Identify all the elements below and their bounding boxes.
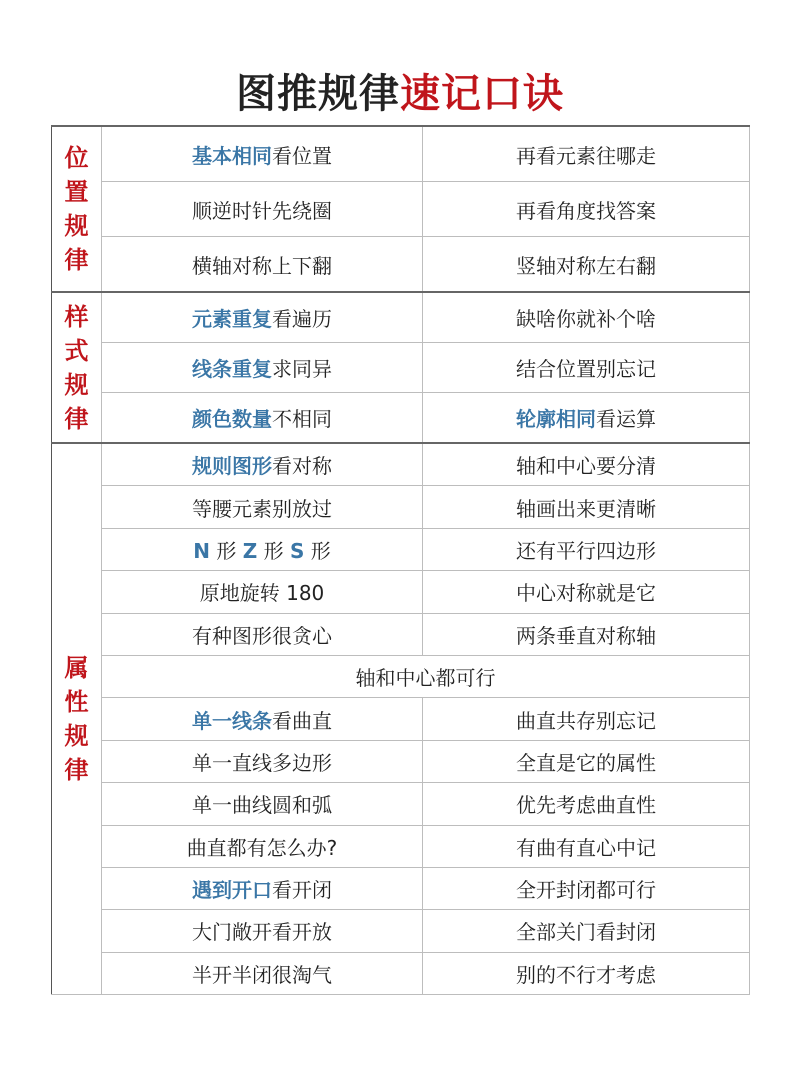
left-cell [102, 528, 423, 570]
table-row [52, 443, 750, 486]
right-cell [423, 613, 750, 655]
table-row [52, 343, 750, 393]
plain-text: 形 [304, 538, 331, 563]
highlight-text: 遇到开口 [192, 878, 272, 903]
plain-text: 曲直共存别忘记 [516, 708, 656, 733]
plain-text: 形 [257, 538, 290, 563]
category-char: 式 [64, 336, 89, 365]
plain-text: 半开半闭很淘气 [192, 962, 332, 987]
table-row [52, 126, 750, 182]
table-row [52, 783, 750, 825]
highlight-text: Z [242, 538, 258, 563]
plain-text: 轴和中心都可行 [355, 666, 496, 691]
plain-text: 看位置 [272, 143, 332, 168]
right-cell [423, 698, 750, 740]
right-cell [423, 783, 750, 825]
mnemonic-table [51, 125, 750, 995]
highlight-text: 轮廓相同 [516, 407, 596, 431]
table-row [52, 952, 750, 994]
right-cell [423, 825, 750, 867]
merged-cell [102, 655, 750, 697]
table-row [52, 528, 750, 570]
plain-text: 横轴对称上下翻 [192, 253, 332, 278]
title-black: 图推规律 [236, 71, 400, 117]
category-char: 属 [64, 654, 89, 683]
plain-text: 大门敞开看开放 [192, 920, 332, 945]
plain-text: 竖轴对称左右翻 [516, 253, 656, 278]
table-row [52, 393, 750, 444]
right-cell [423, 528, 750, 570]
category-char: 规 [64, 212, 89, 240]
plain-text: 结合位置别忘记 [516, 357, 656, 381]
right-cell [423, 126, 750, 182]
plain-text: 轴画出来更清晰 [516, 496, 656, 521]
plain-text: 看运算 [596, 407, 656, 431]
category-char: 规 [64, 722, 89, 751]
left-cell [102, 613, 423, 655]
plain-text: 顺逆时针先绕圈 [192, 198, 332, 223]
plain-text: 单一曲线圆和弧 [192, 793, 332, 818]
plain-text: 两条垂直对称轴 [516, 623, 656, 648]
table-row [52, 182, 750, 237]
right-cell [423, 867, 750, 909]
highlight-text: 元素重复 [192, 307, 272, 331]
plain-text: 看对称 [272, 454, 332, 479]
table-row [52, 655, 750, 697]
right-cell [423, 910, 750, 952]
plain-text: 有曲有直心中记 [516, 835, 656, 860]
plain-text: 不相同 [272, 407, 332, 431]
right-cell [423, 343, 750, 393]
right-cell [423, 237, 750, 293]
plain-text: 看遍历 [272, 307, 332, 331]
plain-text: 全部关门看封闭 [516, 920, 656, 945]
table-row [52, 740, 750, 782]
highlight-text: 规则图形 [192, 454, 272, 479]
left-cell [102, 443, 423, 486]
right-cell [423, 443, 750, 486]
left-cell [102, 182, 423, 237]
plain-text: 全开封闭都可行 [516, 878, 656, 903]
plain-text: 轴和中心要分清 [516, 454, 656, 479]
plain-text: 单一直线多边形 [192, 750, 332, 775]
right-cell [423, 571, 750, 613]
left-cell [102, 292, 423, 343]
highlight-text: 基本相同 [192, 143, 272, 168]
plain-text: 看开闭 [272, 878, 332, 903]
left-cell [102, 910, 423, 952]
left-cell [102, 126, 423, 182]
title-red: 速记口诀 [400, 71, 564, 117]
table-row [52, 613, 750, 655]
category-cell [52, 126, 102, 292]
table-row [52, 867, 750, 909]
left-cell [102, 393, 423, 444]
plain-text: 优先考虑曲直性 [516, 793, 656, 818]
left-cell [102, 867, 423, 909]
highlight-text: 线条重复 [192, 357, 272, 381]
left-cell [102, 343, 423, 393]
category-cell [52, 443, 102, 995]
table-row [52, 910, 750, 952]
right-cell [423, 393, 750, 444]
category-char: 样 [64, 302, 89, 331]
category-char: 置 [64, 178, 89, 206]
left-cell [102, 571, 423, 613]
table-row [52, 825, 750, 867]
category-char: 律 [64, 756, 89, 785]
category-char: 性 [64, 688, 89, 717]
table-row [52, 698, 750, 740]
right-cell [423, 740, 750, 782]
left-cell [102, 825, 423, 867]
category-char: 规 [64, 370, 89, 399]
plain-text: 看曲直 [272, 708, 332, 733]
table-row [52, 292, 750, 343]
plain-text: 有种图形很贪心 [192, 623, 332, 648]
plain-text: 再看角度找答案 [516, 198, 656, 223]
plain-text: 全直是它的属性 [516, 750, 656, 775]
highlight-text: 颜色数量 [192, 407, 272, 431]
category-char: 位 [64, 144, 89, 172]
left-cell [102, 486, 423, 528]
category-char: 律 [64, 246, 89, 274]
highlight-text: N [193, 538, 211, 563]
right-cell [423, 182, 750, 237]
page-title [0, 62, 800, 119]
plain-text: 中心对称就是它 [516, 581, 656, 606]
left-cell [102, 952, 423, 994]
plain-text: 原地旋转 180 [199, 581, 325, 606]
left-cell [102, 237, 423, 293]
plain-text: 形 [210, 538, 243, 563]
plain-text: 曲直都有怎么办? [186, 835, 338, 860]
right-cell [423, 292, 750, 343]
highlight-text: S [289, 538, 305, 563]
category-char: 律 [64, 404, 89, 433]
table-row [52, 237, 750, 293]
table-row [52, 571, 750, 613]
right-cell [423, 486, 750, 528]
left-cell [102, 783, 423, 825]
right-cell [423, 952, 750, 994]
plain-text: 求同异 [272, 357, 332, 381]
plain-text: 别的不行才考虑 [516, 962, 656, 987]
left-cell [102, 740, 423, 782]
highlight-text: 单一线条 [192, 708, 272, 733]
category-cell [52, 292, 102, 443]
plain-text: 还有平行四边形 [516, 538, 656, 563]
plain-text: 再看元素往哪走 [516, 143, 656, 168]
left-cell [102, 698, 423, 740]
table-row [52, 486, 750, 528]
plain-text: 等腰元素别放过 [192, 496, 332, 521]
plain-text: 缺啥你就补个啥 [516, 307, 656, 331]
